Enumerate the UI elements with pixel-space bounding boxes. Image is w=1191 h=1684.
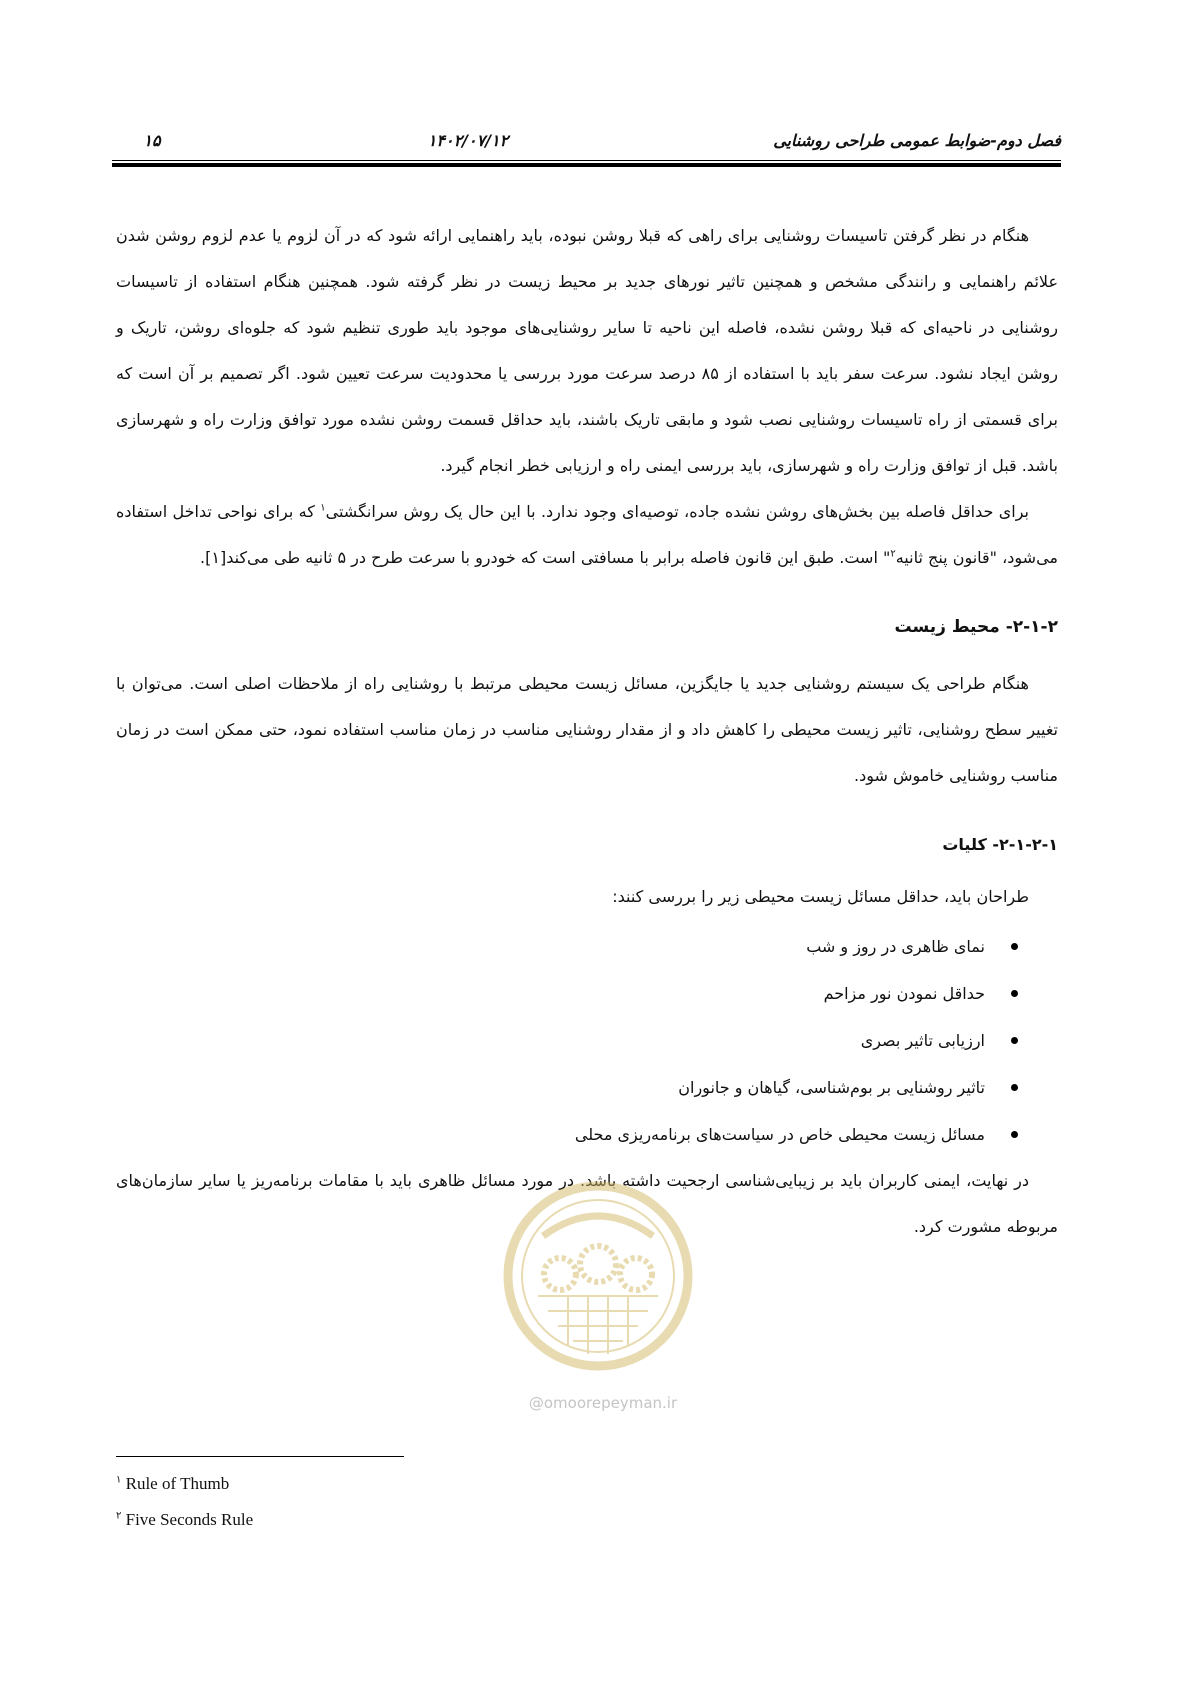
bullet-icon [1011, 943, 1018, 950]
footnote-2 [116, 1509, 253, 1531]
bullet-list [116, 923, 1058, 1158]
paragraph-1: هنگام در نظر گرفتن تاسیسات روشنایی برای راهی که قبلا روشن نبوده، باید راهنمایی ارائه شود که در آن لزوم یا عدم لزوم روشن شدن علائم راهنمایی و رانندگی مشخص و همچنین تاثیر نورهای جدید بر محیط زیست در نظر گرفته شود. همچنین هنگام استفاده از تاسیسات روشنایی در ناحیه‌ای که قبلا روشن نشده، فاصله این ناحیه تا سایر روشنایی‌های موجود باید طوری تنظیم شود که جلوه‌ای روشن، تاریک و روشن ایجاد نشود. سرعت سفر باید با استفاده از ۸۵ درصد سرعت مورد بررسی یا محدودیت سرعت تعیین شود. اگر تصمیم بر آن است که برای قسمتی از راه تاسیسات روشنایی نصب شود و مابقی تاریک باشند، باید حداقل قسمت روشن نشده مورد توافق وزارت راه و شهرسازی باشد. قبل از توافق وزارت راه و شهرسازی، باید بررسی ایمنی راه و ارزیابی خطر انجام گیرد. [116, 226, 1058, 475]
body-content [116, 213, 1058, 1250]
chapter-title: فصل دوم-ضوابط عمومی طراحی روشنایی [773, 131, 1061, 150]
list-item [116, 1111, 1058, 1158]
list-item-text: ارزیابی تاثیر بصری [860, 1031, 985, 1050]
paragraph-2-text-3: " است. طبق این قانون فاصله برابر با مسافتی است که خودرو با سرعت طرح در ۵ ثانیه طی می‌کند[۱]. [200, 548, 891, 567]
bullet-icon [1011, 1084, 1018, 1091]
footnote-reference-2: ۲ [890, 548, 896, 560]
list-item-text: تاثیر روشنایی بر بوم‌شناسی، گیاهان و جانوران [678, 1078, 985, 1097]
document-date: ۱۴۰۲/۰۷/۱۲ [427, 131, 509, 150]
paragraph-2-text-1: برای حداقل فاصله بین بخش‌های روشن نشده جاده، توصیه‌ای وجود ندارد. با این حال یک روش سرانگشتی [325, 502, 1029, 521]
list-item [116, 970, 1058, 1017]
list-item [116, 1017, 1058, 1064]
paragraph-3: هنگام طراحی یک سیستم روشنایی جدید یا جایگزین، مسائل زیست محیطی مرتبط با روشنایی راه از ملاحظات اصلی است. می‌توان با تغییر سطح روشنایی، تاثیر زیست محیطی را کاهش داد و از مقدار روشنایی مناسب در زمان مناسب استفاده نمود، حتی ممکن است در زمان مناسب روشنایی خاموش شود. [116, 674, 1058, 785]
footnote-1 [116, 1473, 229, 1495]
list-item-text: حداقل نمودن نور مزاحم [823, 984, 985, 1003]
footnote-marker: ۱ [116, 1474, 122, 1486]
subsection-heading: ۲-۱-۲-۱- کلیات [942, 835, 1058, 854]
footnote-separator [116, 1456, 404, 1457]
header-rule-thin [112, 160, 1061, 161]
page-number: ۱۵ [143, 131, 161, 150]
bullet-icon [1011, 1131, 1018, 1138]
paragraph-2-text-2: که برای نواحی تداخل استفاده می‌شود، "قانون پنج ثانیه [116, 502, 1058, 567]
header-rule-thick [112, 163, 1061, 167]
footnote-text: Rule of Thumb [125, 1474, 230, 1493]
list-intro: طراحان باید، حداقل مسائل زیست محیطی زیر را بررسی کنند: [612, 887, 1029, 906]
watermark-url: @omoorepeyman.ir [528, 1394, 678, 1412]
section-heading: ۲-۱-۲- محیط زیست [894, 617, 1058, 637]
footnote-reference-1: ۱ [320, 502, 326, 514]
bullet-icon [1011, 990, 1018, 997]
list-item-text: مسائل زیست محیطی خاص در سیاست‌های برنامه‌ریزی محلی [574, 1125, 985, 1144]
footnote-text: Five Seconds Rule [125, 1510, 254, 1529]
list-item-text: نمای ظاهری در روز و شب [806, 937, 985, 956]
list-item [116, 1064, 1058, 1111]
bullet-icon [1011, 1037, 1018, 1044]
list-item [116, 923, 1058, 970]
paragraph-4: در نهایت، ایمنی کاربران باید بر زیبایی‌شناسی ارجحیت داشته باشد. در مورد مسائل ظاهری باید با مقامات برنامه‌ریز یا سایر سازمان‌های مربوطه مشورت کرد. [116, 1171, 1058, 1236]
footnote-marker: ۲ [116, 1510, 122, 1522]
paragraph-2 [116, 489, 1058, 581]
